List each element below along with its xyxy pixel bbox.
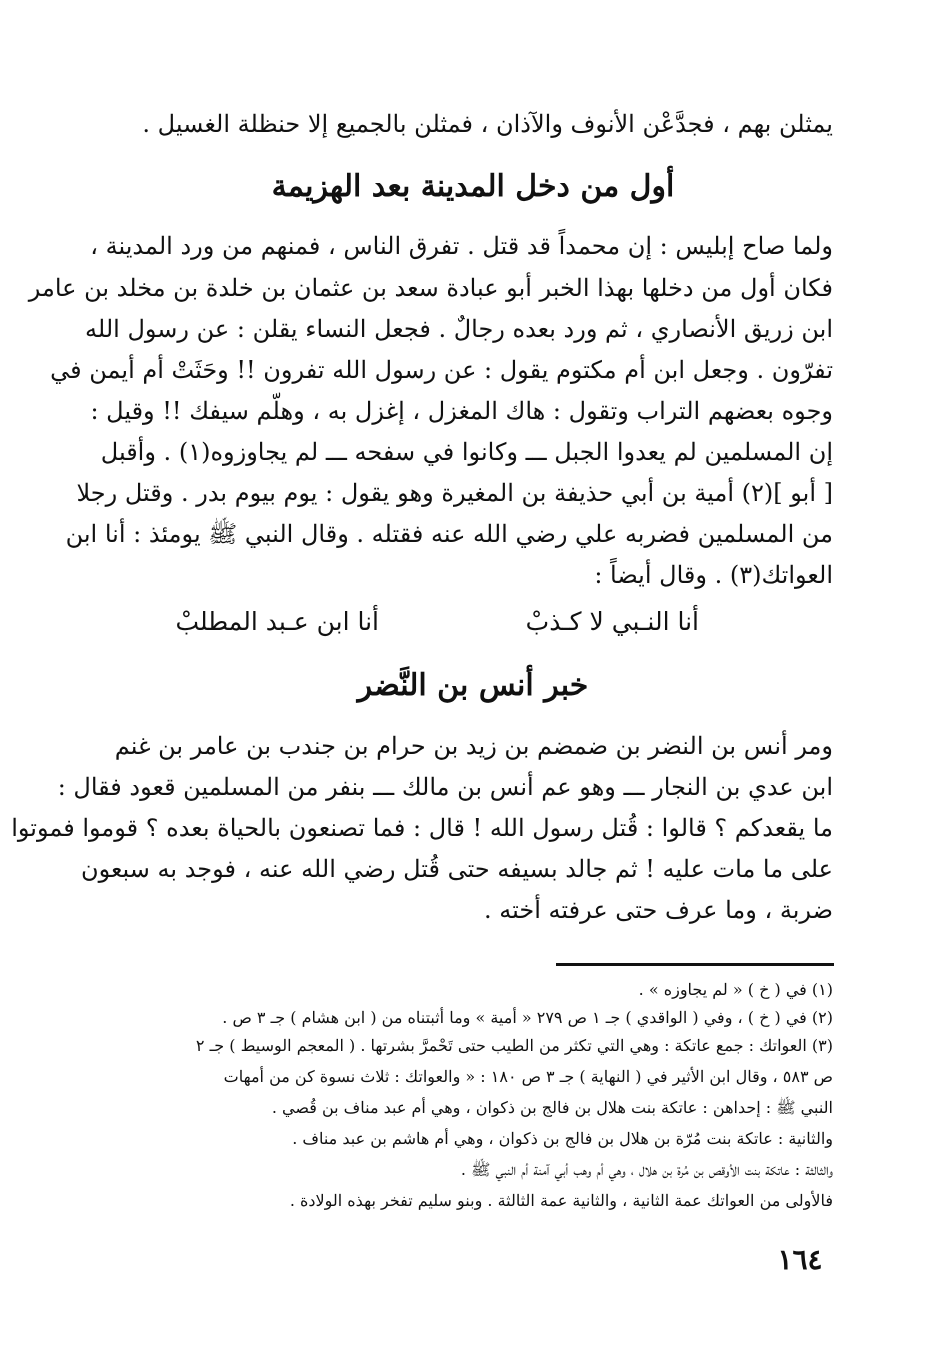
paragraph-line: ابن زريق الأنصاري ، ثم ورد بعده رجالٌ . فجعل النساء يقلن : عن رسول الله xyxy=(85,315,833,343)
paragraph-line: [ أبو ](٢) أمية بن أبي حذيفة بن المغيرة وهو يقول : يوم بيوم بدر . وقتل رجلا xyxy=(76,479,833,507)
footnote-line: (٣) العواتك : جمع عاتكة : وهي التي تكثر من الطيب حتى تَحْمرَّ بشرتها . ( المعجم الوسيط ) جـ ٢ xyxy=(195,1036,833,1055)
paragraph-line: ولما صاح إبليس : إن محمداً قد قتل . تفرق الناس ، فمنهم من ورد المدينة ، xyxy=(90,232,833,260)
section-heading-anas: خبر أنس بن النَّضر xyxy=(357,668,589,703)
paragraph-line: فكان أول من دخلها بهذا الخبر أبو عبادة سعد بن عثمان بن خلدة بن مخلد بن عامر xyxy=(28,274,833,302)
top-continuation-line: يمثلن بهم ، فجدَّعْن الأنوف والآذان ، فمثلن بالجميع إلا حنظلة الغسيل . xyxy=(142,110,833,138)
footnote-line: ص ٥٨٣ ، وقال ابن الأثير في ( النهاية ) جـ ٣ ص ١٨٠ : « والعواتك : ثلاث نسوة كن من أمهات xyxy=(223,1067,833,1086)
footnote-line: والثانية : عاتكة بنت مُرّة بن هلال بن فالج بن ذكوان ، وهي أم هاشم بن عبد مناف . xyxy=(292,1129,833,1148)
paragraph-line: ما يقعدكم ؟ قالوا : قُتل رسول الله ! قال : فما تصنعون بالحياة بعده ؟ قوموا فموتوا xyxy=(11,814,833,842)
footnote-line: فالأولى من العواتك عمة الثانية ، والثانية عمة الثالثة . وبنو سليم تفخر بهذه الولادة . xyxy=(289,1191,833,1210)
verse-hemistich-first: أنا النـبي لا كـذبْ xyxy=(525,607,699,636)
footnote-line: (٢) في ( خ ) ، وفي ( الواقدي ) جـ ١ ص ٢٧٩ « أمية » وما أثبتناه من ( ابن هشام ) جـ ٣ ص . xyxy=(222,1008,833,1027)
footnote-line: النبي ﷺ : إحداهن : عاتكة بنت هلال بن فالج بن ذكوان ، وهي أم عبد مناف بن قُصي . xyxy=(271,1098,833,1117)
paragraph-line: العواتك(٣) . وقال أيضاً : xyxy=(594,561,833,589)
page-number: ١٦٤ xyxy=(777,1243,823,1276)
paragraph-line: من المسلمين فضربه علي رضي الله عنه فقتله . وقال النبي ﷺ يومئذ : أنا ابن xyxy=(65,520,833,548)
paragraph-line: وجوه بعضهم التراب وتقول : هاك المغزل ، إغزل به ، وهلّم سيفك !! وقيل : xyxy=(90,397,833,425)
paragraph-line: إن المسلمين لم يعدوا الجبل ـــ وكانوا في سفحه ـــ لم يجاوزوه(١) . وأقبل xyxy=(100,438,833,466)
footnote-line: (١) في ( خ ) « لم يجاوزه » . xyxy=(638,980,833,999)
footnote-line: والثالثة : عاتكة بنت الأوقص بن مُرة بن هلال ، وهي أم وهب أبي آمنة أم النبي ﷺ . xyxy=(460,1160,833,1179)
paragraph-line: تفرّون . وجعل ابن أم مكتوم يقول : عن رسول الله تفرون !! وحَثَتْ أم أيمن في xyxy=(50,356,833,384)
section-heading-first-entry: أول من دخل المدينة بعد الهزيمة xyxy=(271,169,675,204)
verse-hemistich-second: أنا ابن عـبد المطلبْ xyxy=(175,607,379,636)
paragraph-line: ومر أنس بن النضر بن ضمضم بن زيد بن حرام بن جندب بن عامر بن غنم xyxy=(114,732,833,760)
paragraph-line: ضربة ، وما عرف حتى عرفته أخته . xyxy=(484,896,833,924)
paragraph-line: ابن عدي بن النجار ـــ وهو عم أنس بن مالك ـــ بنفر من المسلمين قعود فقال : xyxy=(57,773,833,801)
paragraph-line: على ما مات عليه ! ثم جالد بسيفه حتى قُتل رضي الله عنه ، فوجد به سبعون xyxy=(80,855,833,883)
footnote-separator xyxy=(556,963,834,966)
